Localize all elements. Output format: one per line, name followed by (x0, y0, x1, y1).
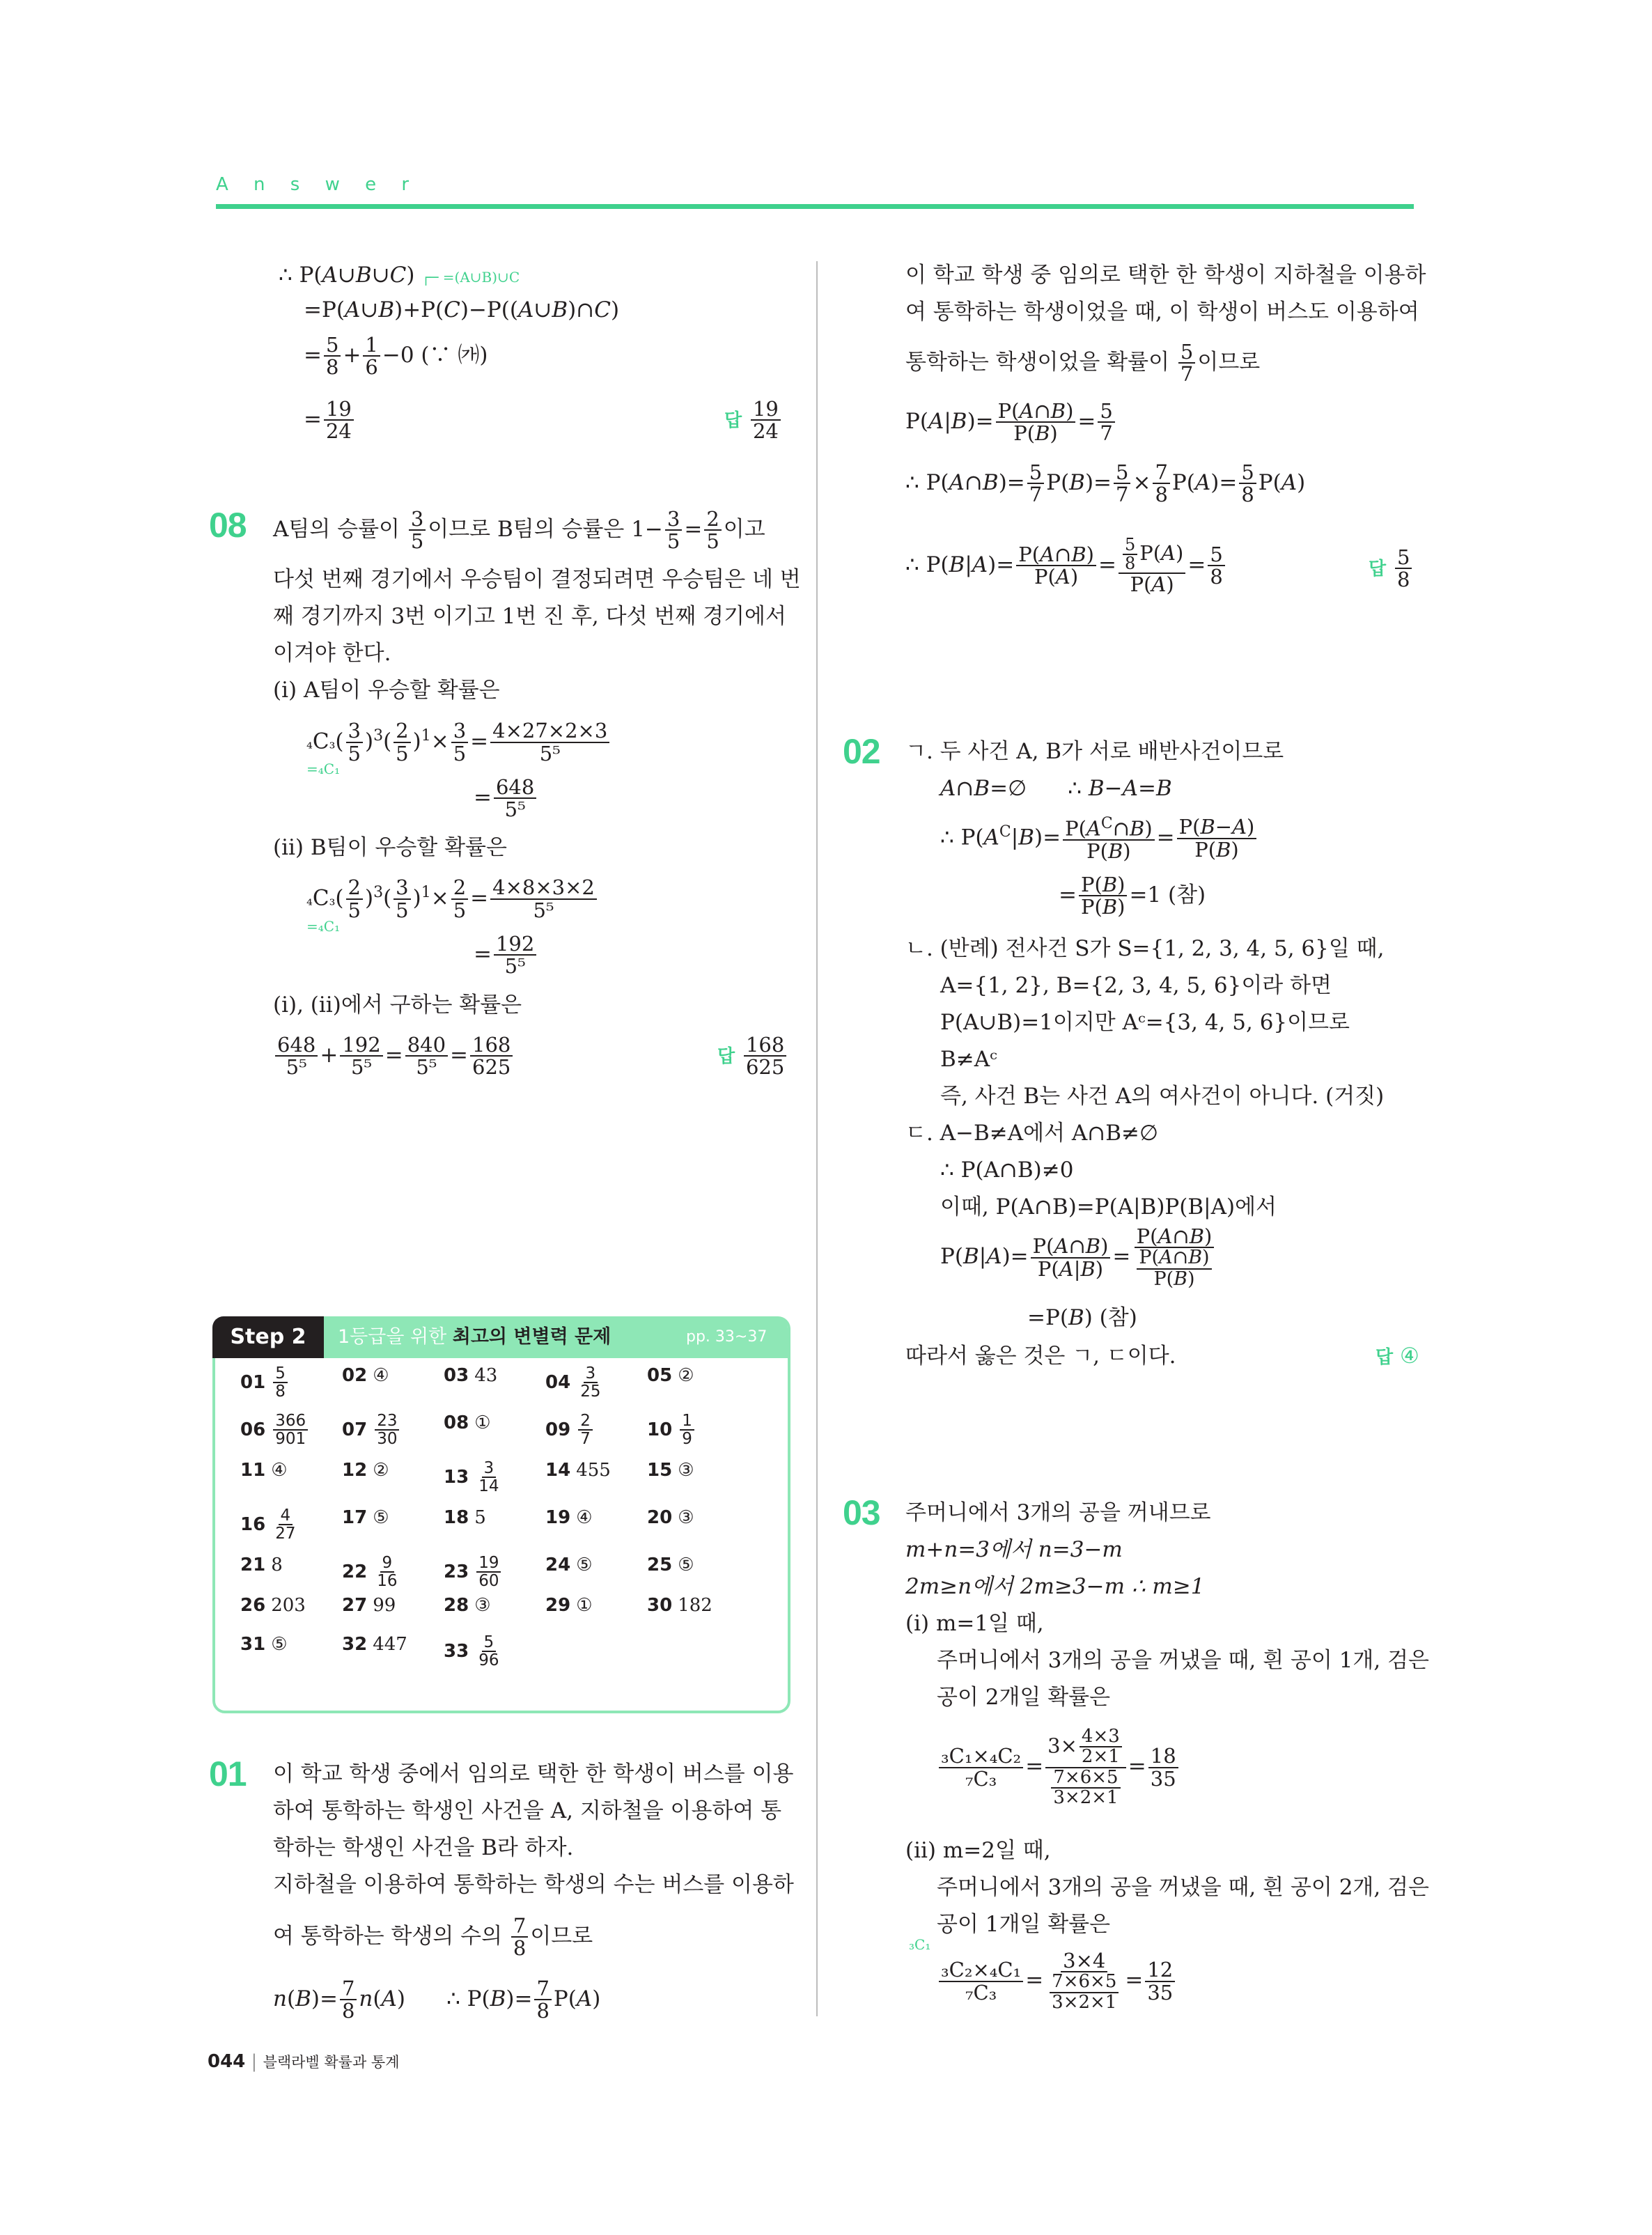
answer-key: 20 (647, 1507, 673, 1528)
answer-value: $\frac{366}{901}$ (273, 1412, 308, 1447)
text-line: ㄷ. A−B≠A에서 A∩B≠∅ (905, 1121, 1159, 1146)
answer-value: $\frac{3}{25}$ (580, 1364, 601, 1401)
answer-key: 13 (444, 1466, 469, 1488)
eq-line: =P(B) (참) (1027, 1305, 1137, 1330)
eq-line: = $\frac{5}{8}$ + $\frac{1}{6}$ −0 (∵ ㈎) (304, 333, 488, 380)
answer-value: $\frac{5}{8}$ (273, 1365, 288, 1400)
answer-line: 답 ④ (1376, 1344, 1419, 1369)
text-line: 학하는 학생인 사건을 B라 하자. (273, 1835, 574, 1860)
answer-cell (545, 1507, 593, 1528)
answer-key: 30 (647, 1595, 673, 1616)
answer-cell (240, 1507, 299, 1542)
answer-cell (342, 1365, 389, 1386)
answer-key: 01 (240, 1371, 266, 1393)
answer-cell (342, 1412, 401, 1447)
text-line: (ⅱ) B팀이 우승할 확률은 (273, 835, 507, 860)
answer-key: 04 (545, 1371, 571, 1393)
text-line: ㄴ. (반례) 전사건 S가 S={1, 2, 3, 4, 5, 6}일 때, (905, 936, 1385, 961)
answer-key: 26 (240, 1595, 266, 1616)
answer-value: $\frac{19}{60}$ (476, 1555, 501, 1589)
answer-cell (444, 1365, 497, 1386)
text-line: 이때, P(A∩B)=P(A|B)P(B|A)에서 (940, 1194, 1277, 1220)
eq-line: ∴ $P(A^C|B)=$ $\frac{P(A^C\cap B)}{P(B)}$ = $\frac{P(B-A)}{P(B)}$ (940, 813, 1259, 862)
eq-line: ₄C₃( $\frac{2}{5}$ )$^3$( $\frac{3}{5}$ )$^1$× $\frac{2}{5}$ = $\frac{4\times 8\times 3\times 2}{\text{5⁵}}$ (306, 874, 599, 921)
answer-value: ④ (271, 1460, 288, 1481)
answer-cell (545, 1555, 593, 1575)
answer-value: ③ (678, 1460, 694, 1481)
eq-line: 여 통학하는 학생의 수의 $\frac{7}{8}$ 이므로 (273, 1914, 593, 1961)
answer-key: 15 (647, 1460, 673, 1481)
answer-cell (647, 1555, 694, 1575)
text-line: 주머니에서 3개의 공을 꺼냈을 때, 흰 공이 1개, 검은 (937, 1648, 1429, 1673)
answer-value: ④ (373, 1365, 389, 1386)
eq-line: n(B)= $\frac{7}{8}$ n(A) ∴ P(B)= $\frac{7}{8}$ P(A) (273, 1977, 601, 2023)
answer-key: 25 (647, 1555, 673, 1575)
eq-line: $\frac{\text{₃C₁×₄C₂}}{\text{₇C₃}}$ = 3× $\frac{4\times 3}{2\times 1}$ $\frac{7\times 6\times 5}{3\times 2\times 1}$ = $\frac{18}{35}$ (937, 1727, 1180, 1807)
text-line: 즉, 사건 B는 사건 A의 여사건이 아니다. (거짓) (940, 1084, 1385, 1109)
text-line: (ⅰ) m=1일 때, (905, 1611, 1044, 1636)
answer-cell (240, 1365, 290, 1400)
problem-number: 08 (209, 506, 247, 545)
answer-key: 24 (545, 1555, 571, 1575)
problem-number: 01 (209, 1754, 247, 1793)
answer-key: 02 (342, 1365, 368, 1386)
answer-value: 43 (474, 1365, 498, 1386)
answer-value: ⑤ (373, 1507, 389, 1528)
text-line: A={1, 2}, B={2, 3, 4, 5, 6}이라 하면 (940, 973, 1332, 998)
answer-value: 203 (271, 1595, 306, 1616)
eq-line: $\frac{\text{₃C₂×₄C₁}}{\text{₇C₃}}$ = $\frac{3\times 4}{\frac{7\times 6\times 5}{3\times 2\times 1}}$ = $\frac{12}{35}$ (937, 1950, 1177, 2012)
eq-line: = $\frac{P(B)}{P(B)}$ =1 (참) (1059, 873, 1206, 919)
text-line: (ⅱ) m=2일 때, (905, 1838, 1051, 1863)
answer-cell (240, 1460, 288, 1481)
answer-cell (342, 1555, 401, 1589)
answer-value: $\frac{1}{9}$ (680, 1412, 694, 1447)
answer-key: 23 (444, 1561, 469, 1582)
answer-line: 답 $\frac{19}{24}$ (724, 398, 783, 442)
answer-value: ⑤ (271, 1634, 288, 1655)
answer-value: $\frac{9}{16}$ (377, 1554, 398, 1591)
answer-cell (545, 1460, 611, 1481)
answer-key: 08 (444, 1412, 469, 1433)
answer-cell (240, 1634, 288, 1655)
answer-cell (240, 1555, 283, 1575)
text-line: 하여 통학하는 학생인 사건을 A, 지하철을 이용하여 통 (273, 1798, 782, 1823)
text-line: ㄱ. 두 사건 A, B가 서로 배반사건이므로 (905, 739, 1284, 764)
footer: 044 | 블랙라벨 확률과 통계 (208, 2051, 400, 2072)
answer-value: 455 (576, 1460, 611, 1481)
answer-key: 11 (240, 1460, 266, 1481)
answer-value: ② (373, 1460, 389, 1481)
answer-cell (444, 1634, 503, 1669)
answer-key: 32 (342, 1634, 368, 1655)
answer-line: 답 $\frac{5}{8}$ (1369, 547, 1414, 591)
eq-line: ₄C₃( $\frac{3}{5}$ )$^3$( $\frac{2}{5}$ )$^1$× $\frac{3}{5}$ = $\frac{4\times 27\times 2\times 3}{\text{5⁵}}$ (306, 717, 611, 764)
answer-cell (444, 1507, 486, 1528)
text-line: 주머니에서 3개의 공을 꺼내므로 (905, 1500, 1211, 1525)
answer-value: ③ (474, 1595, 491, 1616)
eq-line: ∴ P(A∪B∪C) ┌─ =(A∪B)∪C (279, 263, 520, 288)
answer-cell (444, 1595, 491, 1616)
text-line: (ⅰ) A팀이 우승할 확률은 (273, 678, 500, 703)
eq-line: P(A|B)= $\frac{P(A\cap B)}{P(B)}$ = $\frac{5}{7}$ (905, 400, 1117, 444)
text-line: B≠Aᶜ (940, 1047, 997, 1072)
text-line: 여 통학하는 학생이었을 때, 이 학생이 버스도 이용하여 (905, 299, 1419, 325)
answer-value: ⑤ (678, 1555, 694, 1575)
answer-cell (342, 1460, 389, 1481)
problem-number: 03 (843, 1493, 880, 1532)
answer-cell (240, 1595, 306, 1616)
answer-value: $\frac{3}{14}$ (478, 1459, 499, 1496)
text-line: 이겨야 한다. (273, 641, 391, 666)
answer-cell (444, 1555, 503, 1589)
column-divider (816, 261, 818, 2016)
text-line: 이 학교 학생 중 임의로 택한 한 학생이 지하철을 이용하 (905, 263, 1426, 288)
answer-key: 05 (647, 1365, 673, 1386)
eq-line: $\frac{648}{\text{5⁵}}$ + $\frac{192}{\text{5⁵}}$ = $\frac{840}{\text{5⁵}}$ = $\frac{168}{625}$ (273, 1034, 515, 1078)
answer-key: 27 (342, 1595, 368, 1616)
answer-key: 10 (647, 1419, 673, 1440)
answer-cell (545, 1365, 605, 1400)
eq-line: = $\frac{648}{\text{5⁵}}$ (474, 777, 538, 820)
answer-value: 182 (678, 1595, 712, 1616)
answer-key: 17 (342, 1507, 368, 1528)
note: =₄C₁ (306, 918, 341, 935)
answer-value: ③ (678, 1507, 694, 1528)
answer-key: 06 (240, 1419, 266, 1440)
text-line: (ⅰ), (ⅱ)에서 구하는 확률은 (273, 992, 522, 1018)
eq-line: =P(A∪B)+P(C)−P((A∪B)∩C) (304, 297, 620, 322)
answer-key: 31 (240, 1634, 266, 1655)
answer-key: 16 (240, 1513, 266, 1535)
text-line: ∴ P(A∩B)≠0 (940, 1158, 1074, 1183)
answer-value: ① (576, 1595, 593, 1616)
answer-cell (647, 1460, 694, 1481)
eq-line: 통학하는 학생이었을 확률이 $\frac{5}{7}$ 이므로 (905, 340, 1261, 387)
answer-cell (342, 1634, 407, 1655)
answer-value: 447 (373, 1634, 407, 1655)
answer-value: 99 (373, 1595, 396, 1616)
text-line: 2m≥n에서 2m≥3−m ∴ m≥1 (905, 1574, 1205, 1599)
eq-line: A팀의 승률이 $\frac{3}{5}$ 이므로 B팀의 승률은 1− $\frac{3}{5}$ = $\frac{2}{5}$ 이고 (273, 507, 765, 554)
answer-value: ⑤ (576, 1555, 593, 1575)
answer-value: ④ (576, 1507, 593, 1528)
answer-key: 22 (342, 1561, 368, 1582)
eq-line: = $\frac{19}{24}$ (304, 398, 356, 442)
text-line: 지하철을 이용하여 통학하는 학생의 수는 버스를 이용하 (273, 1872, 794, 1897)
answer-key: 12 (342, 1460, 368, 1481)
answer-cell (342, 1507, 389, 1528)
answer-line: 답 $\frac{168}{625}$ (717, 1034, 788, 1078)
answer-cell (342, 1595, 396, 1616)
step-pages: pp. 33~37 (686, 1328, 767, 1346)
answer-value: $\frac{2}{7}$ (578, 1412, 593, 1447)
note: =₄C₁ (306, 761, 341, 777)
text-line: 따라서 옳은 것은 ㄱ, ㄷ이다. (905, 1344, 1176, 1369)
answer-cell (444, 1460, 503, 1495)
answer-value: 5 (474, 1507, 486, 1528)
answer-key: 14 (545, 1460, 571, 1481)
answer-cell (647, 1507, 694, 1528)
answer-cell (444, 1412, 491, 1433)
step-title: 1등급을 위한 최고의 변별력 문제 (338, 1326, 611, 1348)
answer-key: 07 (342, 1419, 368, 1440)
answer-value: $\frac{4}{27}$ (275, 1506, 296, 1543)
answer-cell (545, 1595, 593, 1616)
header-rule (216, 204, 1414, 209)
eq-line: = $\frac{192}{\text{5⁵}}$ (474, 933, 538, 977)
problem-number: 02 (843, 732, 880, 771)
text-line: 공이 2개일 확률은 (937, 1685, 1111, 1710)
text-line: 공이 1개일 확률은 (937, 1912, 1111, 1937)
answer-key: 33 (444, 1640, 469, 1662)
eq-line: P(B|A)= $\frac{P(A\cap B)}{P(A|B)}$ = $\frac{P(A\cap B)}{\frac{P(A\cap B)}{P(B)}}$ (940, 1226, 1218, 1289)
answer-cell (647, 1412, 696, 1447)
eq-line: ∴ P(B|A)= $\frac{P(A\cap B)}{P(A)}$ = $\frac{5}{8}$ P(A) P(A) = $\frac{5}{8}$ (905, 536, 1227, 595)
answer-cell (240, 1412, 310, 1447)
answer-key: 19 (545, 1507, 571, 1528)
answer-key: 03 (444, 1365, 469, 1386)
step-badge: Step 2 (212, 1316, 324, 1358)
text-line: 다섯 번째 경기에서 우승팀이 결정되려면 우승팀은 네 번 (273, 567, 801, 592)
text-line: 이 학교 학생 중에서 임의로 택한 한 학생이 버스를 이용 (273, 1761, 794, 1786)
answer-value: 8 (271, 1555, 283, 1575)
text-line: P(A∪B)=1이지만 Aᶜ={3, 4, 5, 6}이므로 (940, 1010, 1350, 1035)
eq-line: A∩B=∅ ∴ B−A=B (940, 776, 1172, 801)
answer-key: 28 (444, 1595, 469, 1616)
answer-key: 18 (444, 1507, 469, 1528)
answer-key: 09 (545, 1419, 571, 1440)
answer-key: 29 (545, 1595, 571, 1616)
answer-cell (545, 1412, 595, 1447)
answer-value: ② (678, 1365, 694, 1386)
eq-line: ∴ P(A∩B)= $\frac{5}{7}$ P(B)= $\frac{5}{7}$ × $\frac{7}{8}$ P(A)= $\frac{5}{8}$ P(A) (905, 460, 1306, 507)
answer-cell (647, 1365, 694, 1386)
header-label: A n s w e r (216, 174, 419, 195)
answer-value: $\frac{23}{30}$ (375, 1412, 399, 1447)
answer-value: ① (474, 1412, 491, 1433)
answer-cell (647, 1595, 712, 1616)
note: ₃C₁ (909, 1936, 931, 1953)
answer-value: $\frac{5}{96}$ (478, 1633, 499, 1670)
text-line: m+n=3에서 n=3−m (905, 1537, 1123, 1562)
text-line: 째 경기까지 3번 이기고 1번 진 후, 다섯 번째 경기에서 (273, 604, 786, 629)
text-line: 주머니에서 3개의 공을 꺼냈을 때, 흰 공이 2개, 검은 (937, 1875, 1429, 1900)
answer-key: 21 (240, 1555, 266, 1575)
